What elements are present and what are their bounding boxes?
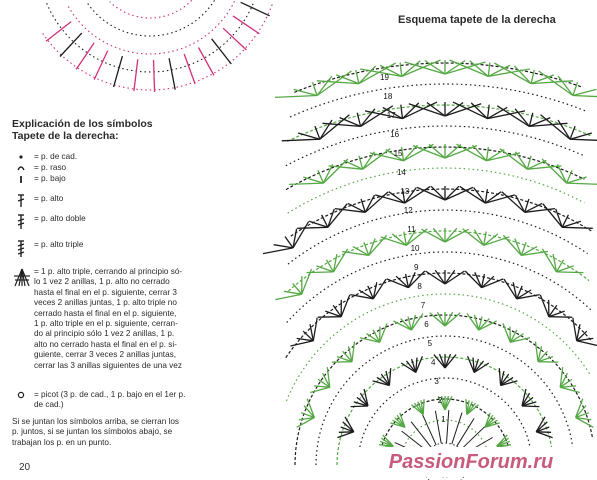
stitch-mark <box>529 113 532 127</box>
stitch-mark <box>404 145 418 161</box>
legend-item-slip-stitch <box>12 163 66 173</box>
stitch-mark <box>320 120 332 139</box>
row-number-label: 6 <box>424 320 429 329</box>
stitch-mark <box>400 63 402 77</box>
top-doily-stitch <box>46 22 71 42</box>
stitch-mark <box>318 317 341 318</box>
stitch-mark <box>274 245 293 248</box>
row-number-label: 13 <box>400 187 410 196</box>
stitch-mark <box>403 103 419 119</box>
row-number-label: 8 <box>417 282 422 291</box>
stitch-mark <box>522 406 539 407</box>
stitch-mark <box>541 115 571 139</box>
stitch-mark <box>516 152 528 169</box>
row-number-label: 16 <box>390 130 400 139</box>
scheme-title: Esquema tapete de la derecha <box>398 14 556 26</box>
stitch-mark <box>307 272 334 273</box>
stitch-mark <box>536 342 539 362</box>
stitch-mark <box>503 323 510 342</box>
legend-text: = p. raso <box>34 163 67 172</box>
stitch-mark <box>475 272 482 287</box>
stitch-mark <box>310 387 330 392</box>
stitch-mark <box>445 186 459 200</box>
stitch-mark <box>500 149 528 170</box>
row-number-label: 11 <box>407 225 416 234</box>
stitch-mark <box>542 159 567 183</box>
stitch-mark <box>557 272 584 273</box>
top-doily-arc <box>46 2 253 72</box>
stitch-mark <box>403 102 438 119</box>
double-crochet-icon <box>12 194 30 208</box>
stitch-mark <box>445 312 453 326</box>
stitch-mark <box>289 183 323 184</box>
stitch-mark <box>339 432 354 433</box>
stitch-mark <box>381 237 407 246</box>
stitch-mark <box>404 144 434 161</box>
stitch-mark <box>313 318 317 341</box>
row-number-label: 14 <box>397 168 406 177</box>
stitch-mark <box>297 227 328 228</box>
top-doily-stitch <box>223 28 246 50</box>
legend-item-cluster <box>12 267 182 371</box>
legend-text: = p. bajo <box>34 174 66 183</box>
legend-item-chain <box>12 152 77 162</box>
stitch-mark <box>471 103 487 119</box>
top-doily-stitch <box>212 39 232 64</box>
stitch-mark <box>363 152 375 169</box>
single-crochet-icon <box>12 174 30 184</box>
stitch-mark <box>328 209 335 227</box>
row-number-label: 4 <box>431 358 436 367</box>
stitch-mark <box>457 144 487 161</box>
stitch-mark <box>291 341 314 346</box>
stitch-mark <box>323 164 332 183</box>
legend-subtitle: Tapete de la derecha: <box>12 130 119 142</box>
legend-text: = 1 p. alto triple, cerrando al principio só- lo 1 vez 2 anillas, 1 p. alto no cerrado hasta el final en el p. siguiente, cerrar 3 veces 2 anillas juntas, 1 p. alto triple no cerrado hasta el final en el p. siguiente, 1 p. alto triple en el p. siguiente, cerran- do al principio sólo 1 vez 2 anillas, 1 p. alto no cerrado hasta el final en el p. si- guiente, cerrar 3 veces 2 anillas juntas, cerrar las 3 anillas siguientes de una vez <box>34 267 183 370</box>
stitch-mark <box>275 96 317 98</box>
stitch-mark <box>470 61 489 77</box>
top-doily-stitch <box>184 54 195 84</box>
stitch-mark <box>543 204 562 228</box>
stitch-mark <box>474 188 486 204</box>
chain-dot-icon <box>12 152 30 162</box>
stitch-mark <box>482 279 504 288</box>
row-number-label: 5 <box>427 339 433 348</box>
legend-text: = p. alto triple <box>34 240 84 249</box>
watermark-logo: PassionForum.ru <box>349 447 593 477</box>
stitch-mark <box>465 271 481 288</box>
legend-text: = p. alto <box>34 194 64 203</box>
stitch-mark <box>515 239 522 256</box>
stitch-mark <box>573 89 597 95</box>
top-doily-stitch <box>94 51 108 80</box>
row-number-label: 10 <box>410 244 420 253</box>
stitch-mark <box>435 270 445 284</box>
stitch-mark <box>328 204 347 228</box>
stitch-mark <box>556 209 563 227</box>
legend-text: = p. de cad. <box>34 152 78 161</box>
stitch-mark <box>282 139 320 141</box>
stitch-mark <box>570 139 597 141</box>
top-doily-stitch <box>199 48 215 76</box>
stitch-mark <box>437 312 445 326</box>
row-number-label: 15 <box>393 149 403 158</box>
row-number-label: 9 <box>414 263 419 272</box>
stitch-mark <box>380 323 387 342</box>
legend-title: Explicación de los símbolos <box>12 118 153 130</box>
stitch-mark <box>294 89 318 95</box>
stitch-mark <box>320 115 350 139</box>
stitch-mark <box>558 120 570 139</box>
stitch-mark <box>417 187 445 200</box>
stitch-mark <box>445 144 461 158</box>
stitch-mark <box>365 195 374 212</box>
chart-row-arc <box>287 105 591 141</box>
stitch-mark <box>401 105 403 119</box>
top-doily-stitch <box>60 33 82 56</box>
row-number-label: 18 <box>383 92 393 101</box>
symbol-legend <box>12 118 234 447</box>
center-spoke <box>447 410 449 443</box>
top-doily-arc <box>110 0 192 18</box>
stitch-mark <box>359 63 396 84</box>
slip-stitch-icon <box>12 163 30 173</box>
stitch-mark <box>570 133 592 139</box>
stitch-mark <box>473 145 487 161</box>
stitch-mark <box>503 235 521 255</box>
stitch-mark <box>577 341 597 346</box>
stitch-mark <box>408 272 415 287</box>
stitch-mark <box>562 227 593 228</box>
treble-crochet-icon <box>12 214 30 230</box>
row-number-label: 1 <box>441 415 446 424</box>
stitch-mark <box>315 126 320 139</box>
stitch-mark <box>323 159 348 183</box>
legend-item-treble <box>12 214 86 230</box>
stitch-mark <box>573 96 597 98</box>
stitch-mark <box>567 183 597 184</box>
chart-row-arc <box>288 231 589 291</box>
top-doily-arc <box>42 5 272 91</box>
legend-item-picot <box>12 390 185 411</box>
stitch-mark <box>303 177 323 183</box>
stitch-mark <box>423 399 424 414</box>
legend-item-double-crochet <box>12 194 63 208</box>
top-doily-stitch <box>134 59 138 91</box>
row-number-label: 2 <box>437 396 443 405</box>
stitch-mark <box>494 63 531 84</box>
stitch-mark <box>474 230 483 246</box>
legend-text: = picot (3 p. de cad., 1 p. bajo en el 1er p. de cad.) <box>34 390 186 410</box>
stitch-mark <box>431 186 445 200</box>
chart-row-arc <box>286 126 583 166</box>
stitch-mark <box>351 406 368 407</box>
stitch-mark <box>445 228 457 242</box>
chart-row-arc <box>294 63 582 92</box>
stitch-mark <box>549 317 572 318</box>
chart-row-arc <box>288 210 588 264</box>
center-spoke <box>411 422 431 448</box>
center-spoke <box>423 415 437 445</box>
stitch-mark <box>393 321 411 330</box>
legend-text: = p. alto doble <box>34 214 86 223</box>
stitch-mark <box>429 144 445 158</box>
stitch-mark <box>557 164 566 183</box>
triple-treble-icon <box>12 240 30 258</box>
page-number: 20 <box>19 462 31 473</box>
stitch-mark <box>433 228 445 242</box>
stitch-mark <box>387 279 409 288</box>
stitch-mark <box>499 368 500 385</box>
row-number-label: 7 <box>420 301 426 310</box>
stitch-mark <box>363 149 391 170</box>
stitch-mark <box>402 61 421 77</box>
stitch-mark <box>463 229 484 246</box>
stitch-mark <box>445 354 451 368</box>
row-number-label: 12 <box>403 206 413 215</box>
legend-item-triple-treble <box>12 240 83 258</box>
stitch-mark <box>560 387 580 392</box>
stitch-mark <box>453 102 488 119</box>
legend-item-single-crochet <box>12 174 66 184</box>
top-doily-stitch <box>114 56 123 87</box>
stitch-mark <box>488 105 490 119</box>
stitch-mark <box>369 239 376 256</box>
top-doily-stitch <box>154 60 155 92</box>
stitch-mark <box>341 295 350 317</box>
stitch-mark <box>460 186 486 203</box>
stitch-mark <box>479 321 497 330</box>
stitch-mark <box>298 133 320 139</box>
top-doily-stitch <box>241 2 270 16</box>
stitch-mark <box>352 342 355 362</box>
stitch-mark <box>540 295 549 317</box>
row-number-label: 3 <box>434 377 439 386</box>
stitch-mark <box>573 318 577 341</box>
stitch-mark <box>516 195 525 212</box>
stitch-mark <box>263 248 293 254</box>
legend-note: Si se juntan los símbolos arriba, se cierran los p. juntos, si se juntan los símbolos abajo, se trabajan los p. en un punto. <box>12 417 180 447</box>
stitch-mark <box>275 294 301 299</box>
stitch-mark <box>485 189 487 203</box>
stitch-mark <box>488 63 490 77</box>
stitch-mark <box>567 177 587 183</box>
top-doily-stitch <box>169 58 175 89</box>
row-number-label: 19 <box>380 73 389 82</box>
stitch-mark <box>445 270 455 284</box>
row-number-label: 17 <box>386 111 396 120</box>
cluster-icon <box>12 267 30 287</box>
picot-icon <box>12 390 30 400</box>
stitch-mark <box>389 368 390 385</box>
stitch-mark <box>440 354 446 368</box>
stitch-mark <box>487 147 489 161</box>
